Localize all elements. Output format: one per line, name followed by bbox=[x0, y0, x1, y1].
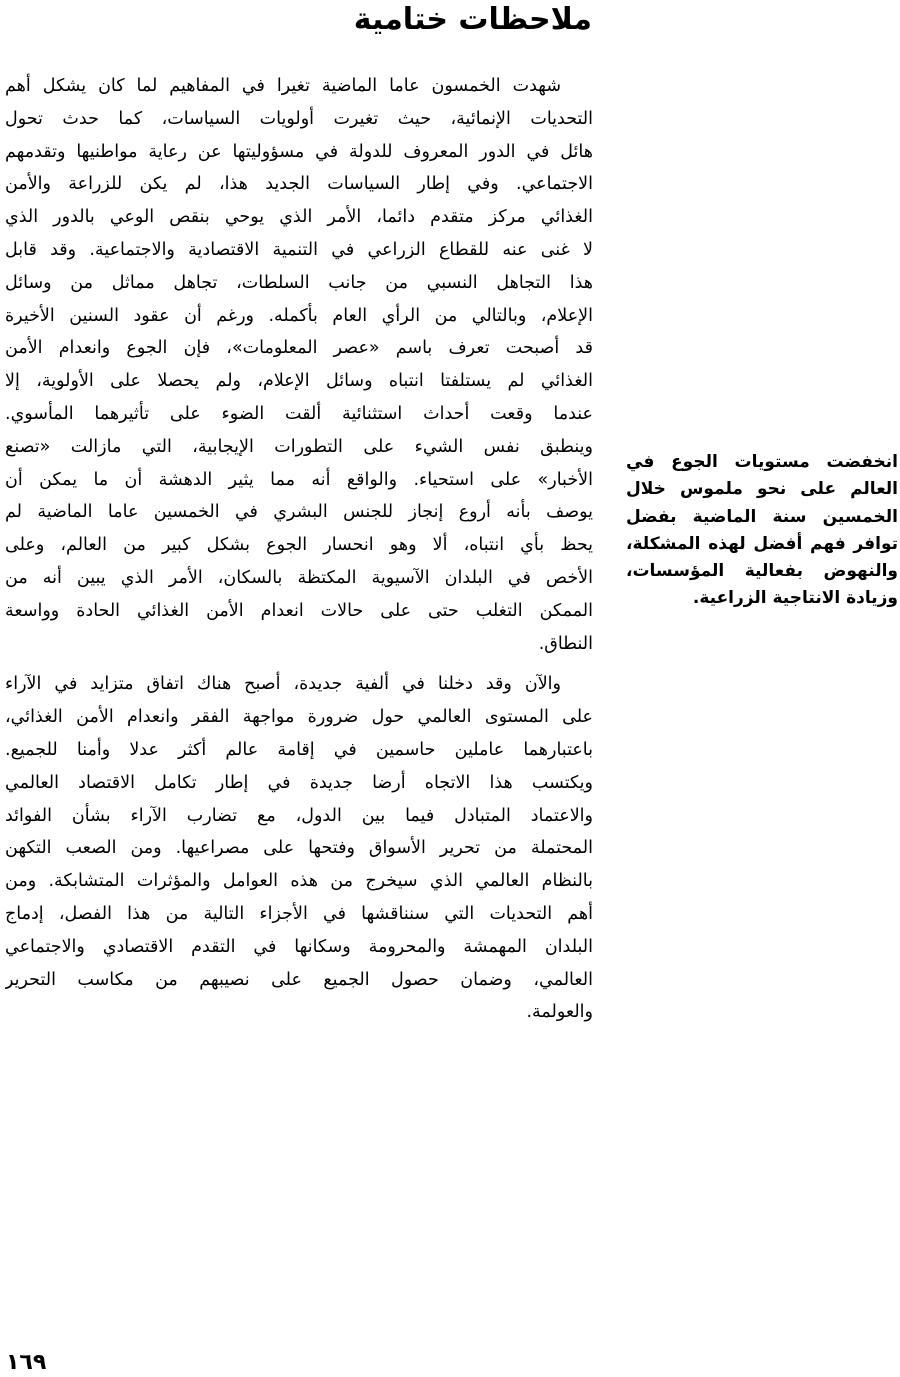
body-line: الأخبار» على استحياء. والواقع أنه مما يثير الدهشة أن ما يمكن أن bbox=[5, 469, 593, 490]
sidebar-line: والنهوض بفعالية المؤسسات، bbox=[626, 561, 898, 582]
body-line: البلدان المهمشة والمحرومة وسكانها في التقدم الاقتصادي والاجتماعي bbox=[5, 936, 593, 957]
sidebar-line: العالم على نحو ملموس خلال bbox=[626, 479, 898, 500]
page-title: ملاحظات ختامية bbox=[353, 2, 592, 37]
body-line: يحظ بأي انتباه، ألا وهو انحسار الجوع بشكل كبير من العالم، وعلى bbox=[5, 535, 593, 556]
body-line: الغذائي لم يستلفتا انتباه وسائل الإعلام، ولم يحصلا على الأولوية، إلا bbox=[5, 371, 593, 392]
sidebar-pull-quote bbox=[626, 449, 898, 613]
body-line: الأخص في البلدان الآسيوية المكتظة بالسكان، الأمر الذي يبين أنه من bbox=[5, 567, 593, 588]
page-number: ١٦٩ bbox=[6, 1350, 47, 1375]
body-line: الإعلام، وبالتالي من الرأي العام بأكمله. ورغم أن عقود السنين الأخيرة bbox=[5, 305, 593, 326]
body-line: الاجتماعي. وفي إطار السياسات الجديد هذا، لم يكن للزراعة والأمن bbox=[5, 174, 593, 195]
body-text bbox=[5, 70, 593, 1029]
body-line: المحتملة من تحرير الأسواق وفتحها على مصراعيها. ومن الصعب التكهن bbox=[5, 838, 593, 859]
body-line: على المستوى العالمي حول ضرورة مواجهة الفقر وانعدام الأمن الغذائي، bbox=[5, 707, 593, 728]
body-line: عندما وقعت أحداث استثنائية ألقت الضوء على تأثيرهما المأسوي. bbox=[5, 403, 593, 424]
body-line: العالمي، وضمان حصول الجميع على نصيبهم من مكاسب التحرير bbox=[5, 969, 593, 990]
sidebar-line: توافر فهم أفضل لهذه المشكلة، bbox=[626, 533, 898, 554]
body-line: والآن وقد دخلنا في ألفية جديدة، أصبح هناك اتفاق متزايد في الآراء bbox=[5, 674, 561, 695]
body-line: باعتبارهما عاملين حاسمين في إقامة عالم أكثر عدلا وأمنا للجميع. bbox=[5, 739, 593, 760]
body-line: والاعتماد المتبادل فيما بين الدول، مع تضارب الآراء بشأن الفوائد bbox=[5, 805, 593, 826]
body-line: الغذائي مركز متقدم دائما، الأمر الذي يوحي بنقص الوعي بالدور الذي bbox=[5, 207, 593, 228]
body-line: الممكن التغلب حتى على حالات انعدام الأمن الغذائي الحادة وواسعة bbox=[5, 600, 593, 621]
sidebar-line: انخفضت مستويات الجوع في bbox=[626, 452, 898, 472]
body-line: يوصف بأنه أروع إنجاز للجنس البشري في الخمسين عاما الماضية لم bbox=[5, 502, 593, 523]
body-line: قد أصبحت تعرف باسم «عصر المعلومات»، فإن الجوع وانعدام الأمن bbox=[5, 338, 593, 359]
body-line: التحديات الإنمائية، حيث تغيرت أولويات السياسات، كما حدث تحول bbox=[5, 108, 593, 129]
body-line: النطاق. bbox=[538, 633, 593, 654]
body-line: والعولمة. bbox=[526, 1002, 593, 1023]
sidebar-line: الخمسين سنة الماضية بفضل bbox=[626, 506, 898, 527]
body-line: ويكتسب هذا الاتجاه أرضا جديدة في إطار تكامل الاقتصاد العالمي bbox=[5, 772, 593, 793]
body-line: لا غنى عنه للقطاع الزراعي في التنمية الاقتصادية والاجتماعية. وقد قابل bbox=[5, 239, 593, 260]
body-line: وينطبق نفس الشيء على التطورات الإيجابية، التي مازالت «تصنع bbox=[5, 436, 593, 457]
body-line: هائل في الدور المعروف للدولة في مسؤوليتها عن رعاية مواطنيها وتقدمهم bbox=[5, 141, 593, 162]
sidebar-line: وزيادة الانتاجية الزراعية. bbox=[692, 588, 898, 609]
body-line: أهم التحديات التي سنناقشها في الأجزاء التالية من هذا الفصل، إدماج bbox=[5, 903, 593, 924]
body-line: هذا التجاهل النسبي من جانب السلطات، تجاهل مماثل من وسائل bbox=[5, 272, 593, 293]
body-line: شهدت الخمسون عاما الماضية تغيرا في المفاهيم لما كان يشكل أهم bbox=[5, 76, 561, 96]
body-line: بالنظام العالمي الذي سيخرج من هذه العوامل والمؤثرات المتشابكة. ومن bbox=[5, 871, 593, 892]
